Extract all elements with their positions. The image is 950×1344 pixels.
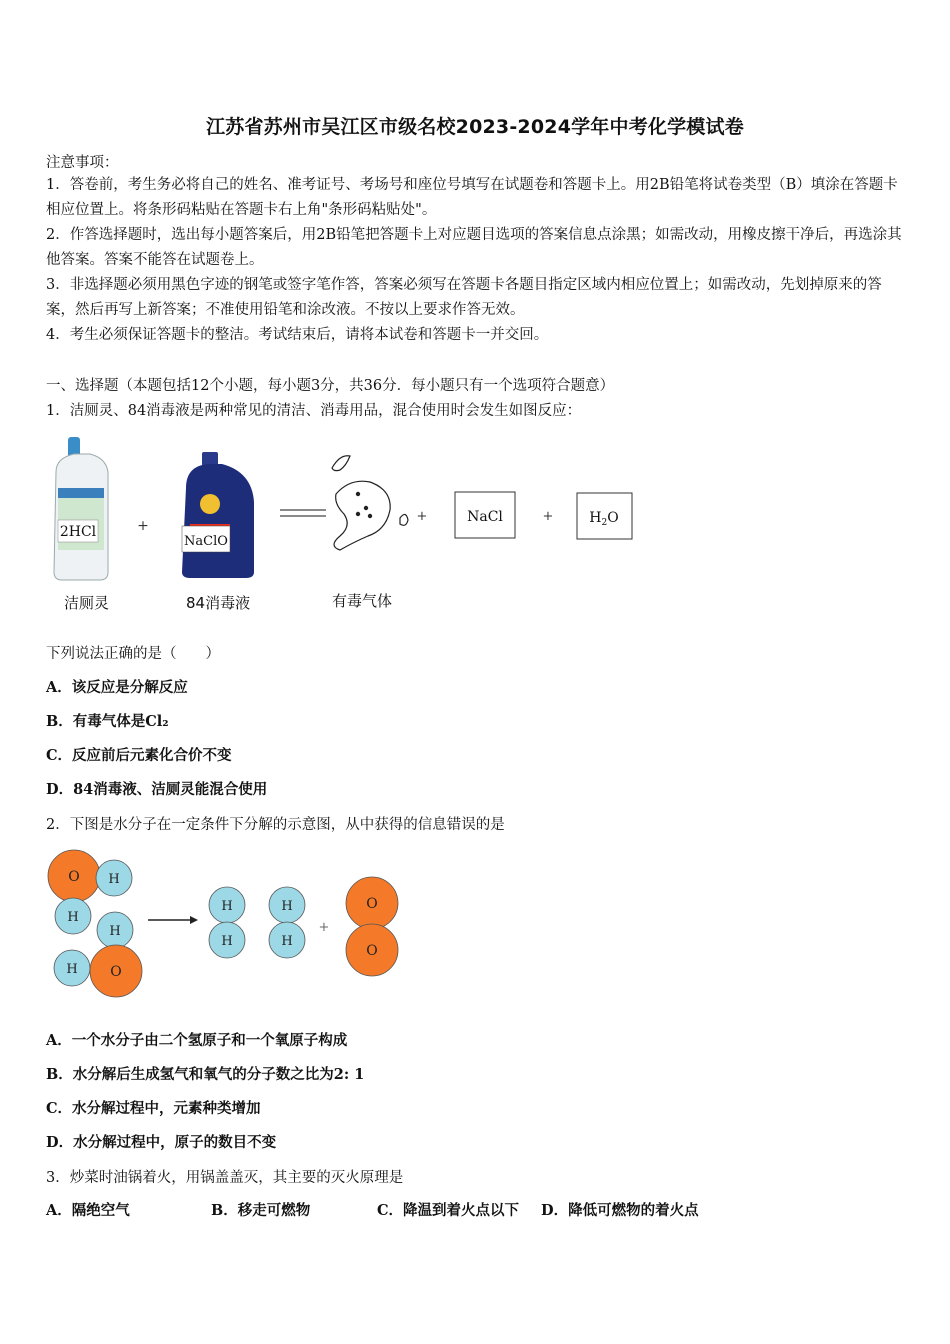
- q3-option-d: D．降低可燃物的着火点: [541, 1202, 699, 1219]
- label-toxic-gas: 有毒气体: [332, 592, 393, 610]
- q3-option-c: C．降温到着火点以下: [377, 1202, 520, 1219]
- svg-text:O: O: [366, 896, 378, 912]
- q3-option-a: A．隔绝空气: [46, 1202, 130, 1219]
- svg-text:H: H: [221, 934, 233, 949]
- svg-text:O: O: [110, 964, 122, 980]
- nacl-box: NaCl: [467, 509, 503, 525]
- bottle2-formula: NaClO: [184, 534, 228, 549]
- plus-sign: +: [137, 518, 149, 534]
- plus-sign: +: [318, 920, 330, 935]
- svg-text:H: H: [109, 924, 121, 939]
- page-title: 江苏省苏州市吴江区市级名校2023-2024学年中考化学模试卷: [206, 116, 744, 138]
- label-toilet-cleaner: 洁厕灵: [64, 594, 110, 612]
- q2-option-b: B．水分解后生成氢气和氧气的分子数之比为2: 1: [46, 1066, 365, 1083]
- q3-option-b: B．移走可燃物: [211, 1202, 311, 1219]
- label-disinfectant: 84消毒液: [186, 594, 251, 612]
- toxic-gas-sketch: [332, 456, 408, 550]
- svg-text:H: H: [221, 899, 233, 914]
- reaction-arrow: [148, 916, 198, 924]
- h2o-box: $H_2O$: [589, 510, 619, 528]
- q1-option-a: A．该反应是分解反应: [46, 679, 188, 696]
- q1-option-c: C．反应前后元素化合价不变: [46, 747, 232, 764]
- notice-item-4: 4．考生必须保证答题卡的整洁。考试结束后，请将本试卷和答题卡一并交回。: [46, 327, 549, 343]
- toilet-cleaner-bottle: [54, 437, 108, 580]
- svg-text:H: H: [66, 962, 78, 977]
- svg-text:O: O: [366, 943, 378, 959]
- plus-sign: +: [416, 509, 428, 524]
- q1-option-b: B．有毒气体是Cl₂: [46, 713, 169, 730]
- svg-text:H: H: [67, 910, 79, 925]
- notice-item-3: 3．非选择题必须用黑色字迹的钢笔或签字笔作答，答案必须写在答题卡各题目指定区域内相应位置上；如需改动，先划掉原来的答案，然后再写上新答案；不准使用铅笔和涂改液。不按以上要求作答无效。: [46, 277, 882, 318]
- q3-stem: 3．炒菜时油锅着火，用锅盖盖灭，其主要的灭火原理是: [46, 1170, 404, 1186]
- notice-item-1: 1．答卷前，考生务必将自己的姓名、准考证号、考场号和座位号填写在试题卷和答题卡上。用2B铅笔将试卷类型（B）填涂在答题卡相应位置上。将条形码粘贴在答题卡右上角"条形码粘贴处"。: [46, 177, 898, 218]
- svg-text:O: O: [68, 869, 80, 885]
- svg-text:H: H: [108, 872, 120, 887]
- svg-text:H: H: [281, 899, 293, 914]
- q2-stem: 2．下图是水分子在一定条件下分解的示意图，从中获得的信息错误的是: [46, 817, 505, 833]
- plus-sign: +: [542, 509, 554, 524]
- q2-option-c: C．水分解过程中，元素种类增加: [46, 1100, 261, 1117]
- bottle1-formula: 2HCl: [59, 524, 97, 540]
- q2-option-a: A．一个水分子由二个氢原子和一个氧原子构成: [46, 1032, 348, 1049]
- notice-item-2: 2．作答选择题时，选出每小题答案后，用2B铅笔把答题卡上对应题目选项的答案信息点涂黑；如需改动，用橡皮擦干净后，再选涂其他答案。答案不能答在试题卷上。: [46, 227, 902, 268]
- svg-text:H: H: [281, 934, 293, 949]
- notice-heading: 注意事项：: [46, 155, 119, 171]
- q1-option-d: D．84消毒液、洁厕灵能混合使用: [46, 781, 268, 798]
- q2-option-d: D．水分解过程中，原子的数目不变: [46, 1134, 277, 1151]
- q2-figure: [40, 846, 420, 1006]
- section-heading: 一、选择题（本题包括12个小题，每小题3分，共36分．每小题只有一个选项符合题意）: [46, 378, 615, 394]
- disinfectant-bottle: [182, 452, 254, 578]
- q1-prompt: 下列说法正确的是（ ）: [46, 646, 220, 662]
- q1-stem: 1．洁厕灵、84消毒液是两种常见的清洁、消毒用品，混合使用时会发生如图反应：: [46, 403, 582, 419]
